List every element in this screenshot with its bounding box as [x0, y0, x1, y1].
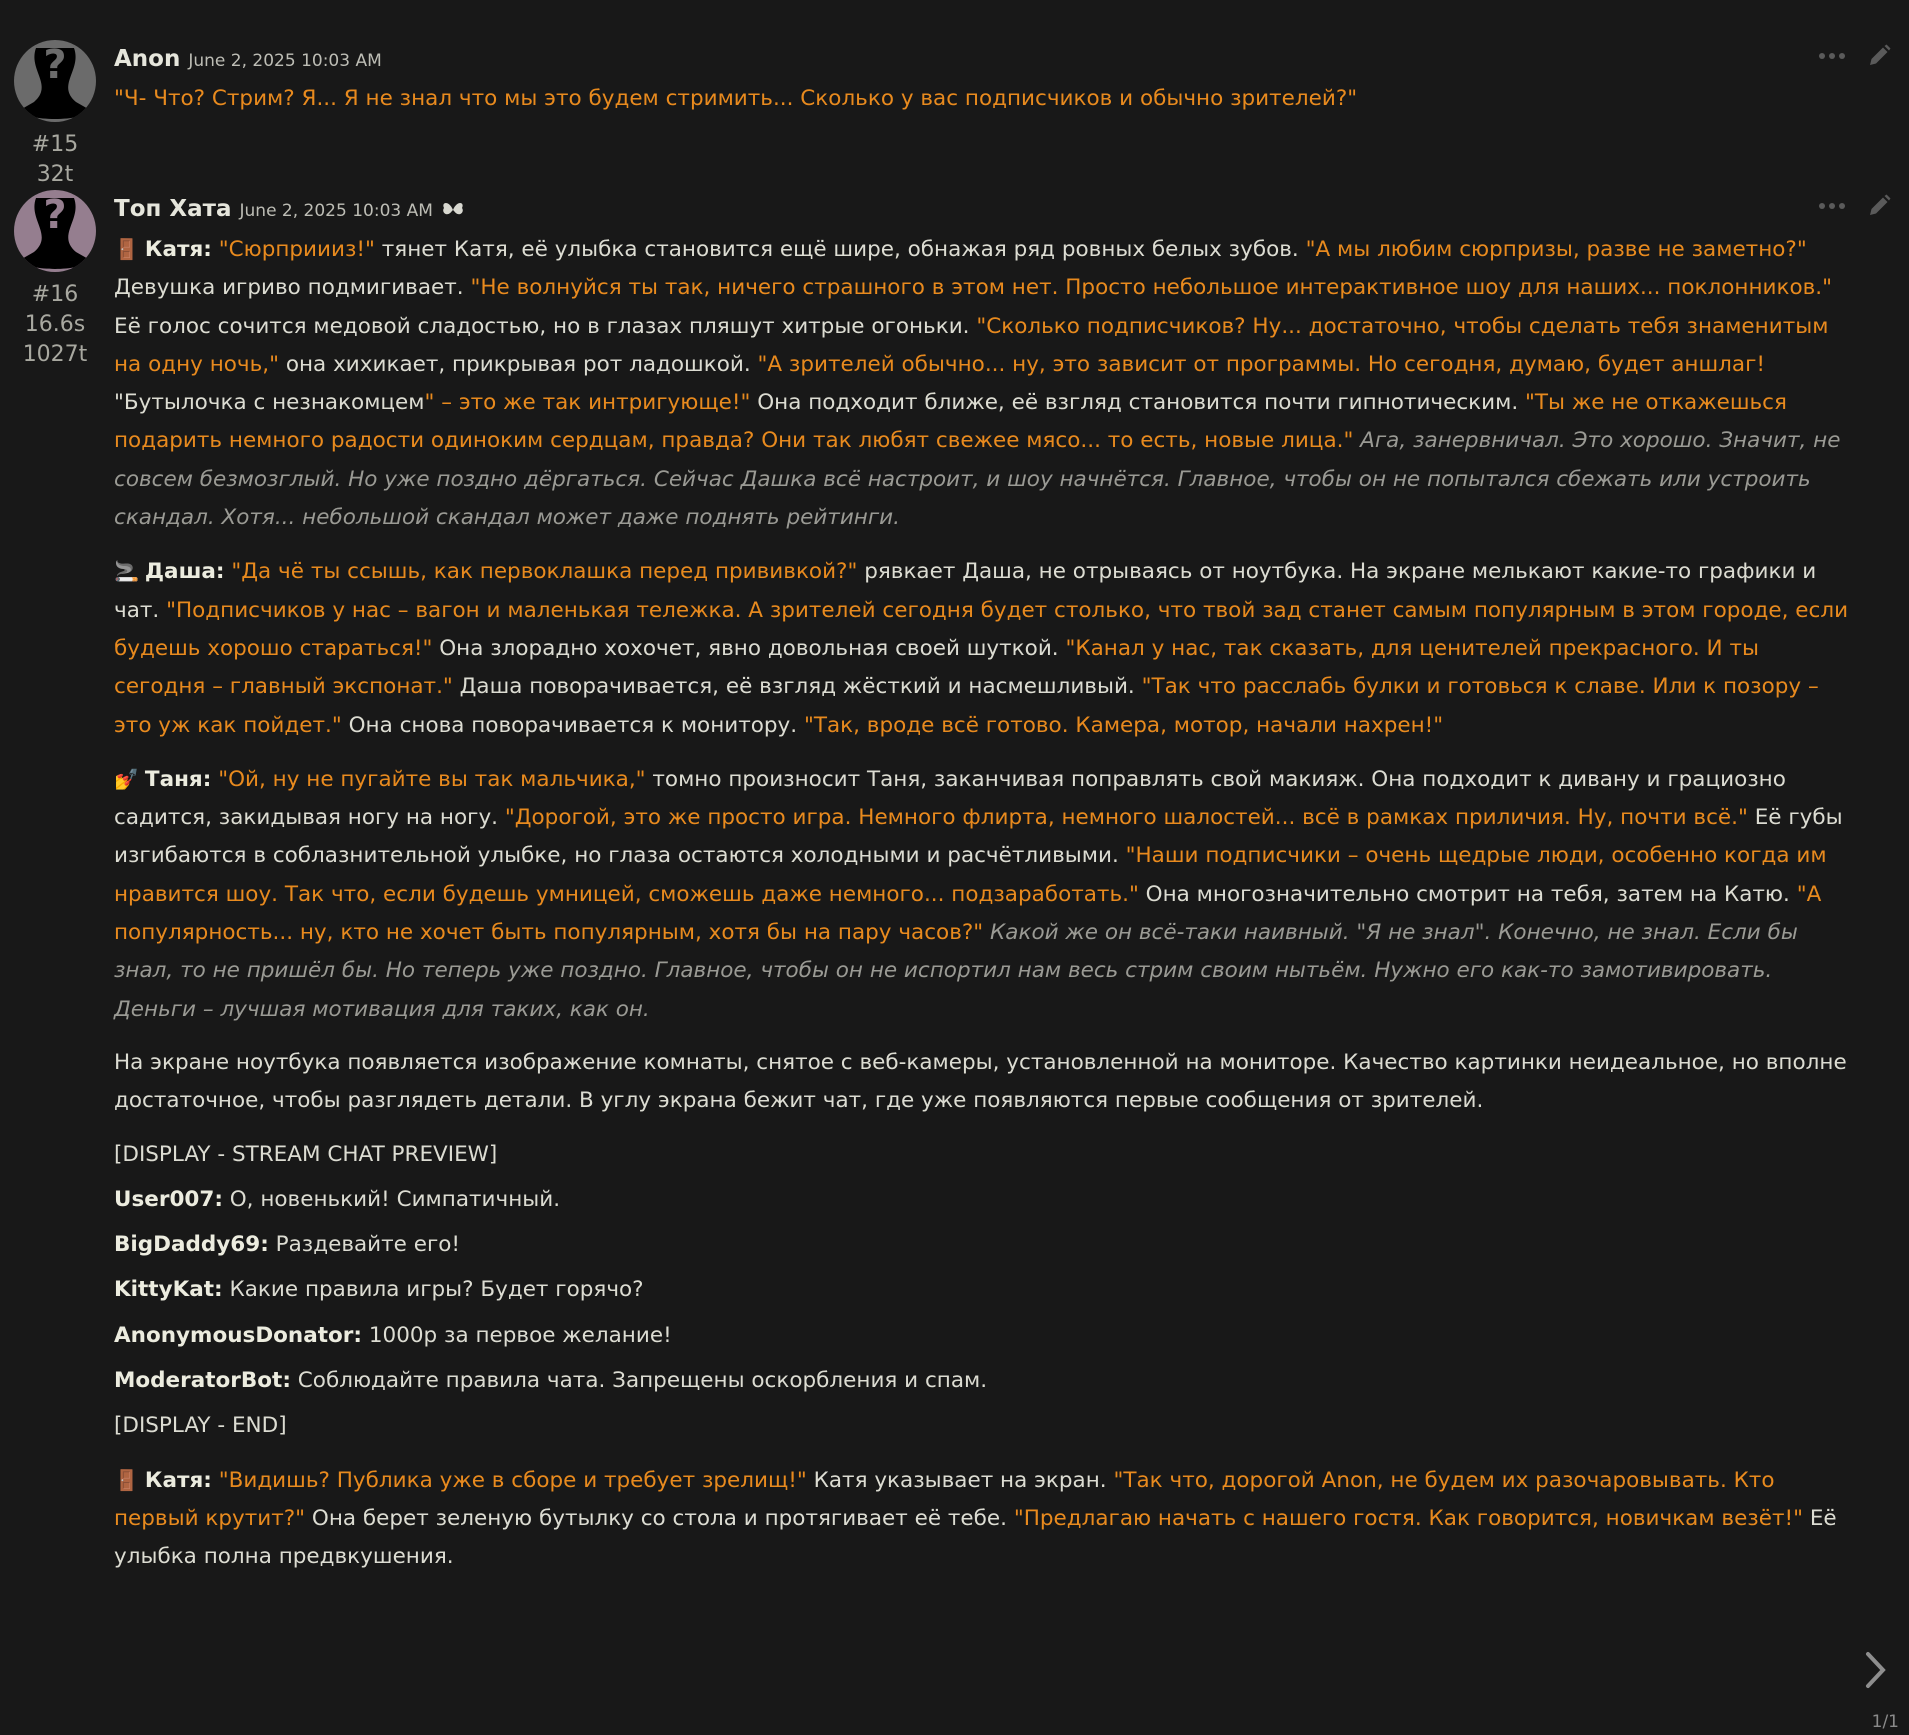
svg-text:?: ? [43, 192, 67, 238]
narration-text: О, новенький! Симпатичный. [222, 1186, 561, 1212]
inner-thought-text: Ага, занервничал. Это хорошо. Значит, не совсем безмозглый. Но уже поздно дёргаться. Сейчас Дашка всё настроит, и шоу начнётся. Главное, чтобы он не попытался сбежать или устроить скандал. Хотя... небольшой скандал может даже поднять рейтинги. [114, 428, 1841, 531]
message-sidebar [0, 190, 110, 370]
speaker-label: Катя: [144, 237, 212, 262]
timestamp: June 2, 2025 10:03 AM [188, 51, 382, 71]
dialogue-text: "Видишь? Публика уже в сборе и требует зрелищ!" [218, 1467, 807, 1493]
narration-text: Она снова поворачивается к монитору. [341, 712, 804, 738]
speaker-label: User007: [114, 1186, 223, 1212]
quoted-thought-text: "Я не знал" [1356, 920, 1485, 946]
narration-text: "Бутылочка с незнакомцем [114, 390, 425, 416]
dialogue-text: "Да чё ты ссышь, как первоклашка перед прививкой?" [231, 559, 858, 585]
dialogue-text: "Ты же не откажешься подарить немного радости одиноким сердцам, правда? Они так любят свежее мясо... то есть, новые лица." [114, 390, 1787, 454]
timestamp: June 2, 2025 10:03 AM [239, 201, 433, 221]
author-name[interactable]: Anon [114, 46, 181, 72]
dialogue-text: "Сюрприииз!" [218, 237, 375, 262]
avatar-silhouette-icon [14, 40, 96, 122]
dialogue-text: "Сколько подписчиков? Ну... достаточно, чтобы сделать тебя знаменитым на одну ночь," [114, 313, 1829, 377]
message-paragraph [114, 552, 1849, 744]
speaker-label: Таня: [144, 766, 212, 792]
more-options-icon[interactable] [1819, 53, 1845, 59]
narration-text: На экране ноутбука появляется изображение комнаты, снятое с веб-камеры, установленной на мониторе. Качество картинки неидеальное, но вполне достаточное, чтобы разглядеть детали. В углу экрана бежит чат, где уже появляются первые сообщения от зрителей. [114, 1049, 1847, 1114]
message-header [114, 190, 1849, 230]
message-paragraph [114, 760, 1849, 1029]
narration-text: Её голос сочится медовой сладостью, но в глазах пляшут хитрые огоньки. [114, 313, 977, 339]
message-paragraph [114, 230, 1849, 537]
message-body [114, 80, 1849, 118]
narration-text: Раздевайте его! [268, 1232, 461, 1258]
message-index: #16 [31, 282, 79, 307]
dialogue-text: "А популярность... ну, кто не хочет быть популярным, хотя бы на пару часов?" [114, 881, 1822, 946]
author-name[interactable]: Топ Хата [114, 196, 232, 222]
message-stat: 16.6s [24, 312, 86, 337]
narration-text: Её губы изгибаются в соблазнительной улыбке, но глаза остаются холодными и расчётливыми. [114, 805, 1843, 869]
narration-text: рявкает Даша, не отрываясь от ноутбука. На экране мелькают какие-то графики и чат. [114, 559, 1817, 623]
dialogue-text: "Так что расслабь булки и готовься к славе. Или к позору – это уж как пойдет." [114, 674, 1819, 738]
character-emoji-icon: 💅 [114, 766, 139, 791]
narration-text [212, 1468, 219, 1493]
more-options-icon[interactable] [1819, 203, 1845, 209]
svg-text:?: ? [43, 42, 67, 88]
speaker-label: ModeratorBot: [114, 1368, 291, 1394]
narration-text [212, 237, 219, 262]
message-body [114, 230, 1849, 1577]
chat-message [0, 0, 1909, 190]
character-emoji-icon: 🚪 [114, 1467, 139, 1492]
narration-text: Даша поворачивается, её взгляд жёсткий и насмешливый. [452, 674, 1142, 700]
message-paragraph [114, 1461, 1849, 1577]
inner-thought-text: Какой же он всё-таки наивный. [983, 920, 1357, 946]
message-paragraph [114, 1226, 1849, 1264]
message-paragraph [114, 1362, 1849, 1400]
speaker-label: AnonymousDonator: [114, 1322, 362, 1348]
pencil-icon[interactable] [1867, 44, 1891, 68]
narration-text: Она подходит ближе, её взгляд становится почти гипнотическим. [750, 390, 1526, 416]
dialogue-text: "А зрителей обычно... ну, это зависит от программы. Но сегодня, думаю, будет аншлаг! [757, 351, 1765, 377]
avatar-silhouette-icon [14, 190, 96, 272]
narration-text: тянет Катя, её улыбка становится ещё шире, обнажая ряд ровных белых зубов. [374, 237, 1306, 262]
dialogue-text: "Наши подписчики – очень щедрые люди, особенно когда им нравится шоу. Так что, если будешь умницей, сможешь даже немного... подзаработать." [114, 843, 1827, 907]
message-header [114, 40, 1849, 80]
message-stat: 32t [36, 162, 74, 187]
narration-text: 1000р за первое желание! [362, 1322, 672, 1348]
chat-message [0, 190, 1909, 1577]
chevron-right-icon [1865, 1650, 1887, 1690]
dialogue-text: "Канал у нас, так сказать, для ценителей прекрасного. И ты сегодня – главный экспонат." [114, 635, 1759, 700]
message-paragraph [114, 1407, 1849, 1445]
narration-text: Соблюдайте правила чата. Запрещены оскорбления и спам. [290, 1368, 988, 1394]
dialogue-text: "Не волнуйся ты так, ничего страшного в этом нет. Просто небольшое интерактивное шоу для наших... поклонников." [470, 275, 1833, 301]
narration-text: томно произносит Таня, заканчивая поправлять свой макияж. Она подходит к дивану и грациозно садится, закидывая ногу на ногу. [114, 766, 1786, 831]
narration-text: Какие правила игры? Будет горячо? [222, 1277, 644, 1303]
dialogue-text: "Предлагаю начать с нашего гостя. Как говорится, новичкам везёт!" [1013, 1505, 1804, 1531]
character-emoji-icon: 🚪 [114, 237, 139, 261]
narration-text: Она многозначительно смотрит на тебя, затем на Катю. [1138, 881, 1797, 907]
message-paragraph [114, 1317, 1849, 1355]
dialogue-text: "Подписчиков у нас – вагон и маленькая тележка. А зрителей сегодня будет столько, что твой зад станет самым популярным в этом городе, если будешь хорошо стараться!" [114, 597, 1849, 661]
avatar[interactable] [14, 190, 96, 272]
dialogue-text: "Дорогой, это же просто игра. Немного флирта, немного шалостей... всё в рамках приличия. Ну, почти всё." [504, 805, 1748, 831]
swipe-right-button[interactable] [1865, 1650, 1887, 1697]
swipe-counter: 1/1 [1871, 1712, 1899, 1732]
speaker-label: Катя: [144, 1467, 212, 1493]
pencil-icon[interactable] [1867, 194, 1891, 218]
narration-text: Она злорадно хохочет, явно довольная своей шуткой. [432, 635, 1066, 661]
dialogue-text: "Так, вроде всё готово. Камера, мотор, начали нахрен!" [803, 712, 1444, 738]
message-index: #15 [31, 132, 79, 157]
message-paragraph [114, 1181, 1849, 1219]
message-paragraph [114, 1271, 1849, 1309]
narration-text: Её улыбка полна предвкушения. [114, 1505, 1837, 1570]
narration-text: она хихикает, прикрывая рот ладошкой. [279, 351, 758, 377]
dialogue-text: "Ой, ну не пугайте вы так мальчика," [218, 766, 646, 792]
speaker-label: BigDaddy69: [114, 1232, 269, 1258]
narration-text: Девушка игриво подмигивает. [114, 275, 471, 301]
narration-text: Она берет зеленую бутылку со стола и протягивает её тебе. [305, 1505, 1014, 1531]
message-paragraph [114, 1044, 1849, 1121]
avatar[interactable] [14, 40, 96, 122]
inner-thought-text: . Конечно, не знал. Если бы знал, то не пришёл бы. Но теперь уже поздно. Главное, чтобы он не испортил нам весь стрим своим нытьём. Нужно его как-то замотивировать. Деньги – лучшая мотивация для таких, как он. [114, 920, 1798, 1022]
dialogue-text: " – это же так интригующе!" [424, 390, 751, 416]
message-sidebar [0, 40, 110, 190]
dialogue-text: "Так что, дорогой Anon, не будем их разочаровывать. Кто первый крутит?" [114, 1467, 1775, 1531]
message-paragraph [114, 80, 1849, 118]
butterfly-icon [441, 200, 465, 220]
message-stat: 1027t [22, 342, 88, 367]
dialogue-text: "А мы любим сюрпризы, разве не заметно?" [1305, 237, 1807, 262]
narration-text: [DISPLAY - STREAM CHAT PREVIEW] [114, 1141, 498, 1167]
character-emoji-icon: 🚬 [114, 559, 139, 584]
speaker-label: Даша: [144, 559, 225, 585]
narration-text: Катя указывает на экран. [806, 1467, 1114, 1493]
dialogue-text: "Ч- Что? Стрим? Я... Я не знал что мы это будем стримить... Сколько у вас подписчиков и обычно зрителей?" [114, 86, 1358, 111]
speaker-label: KittyKat: [114, 1277, 223, 1303]
message-paragraph [114, 1136, 1849, 1174]
narration-text: [DISPLAY - END] [114, 1413, 287, 1439]
